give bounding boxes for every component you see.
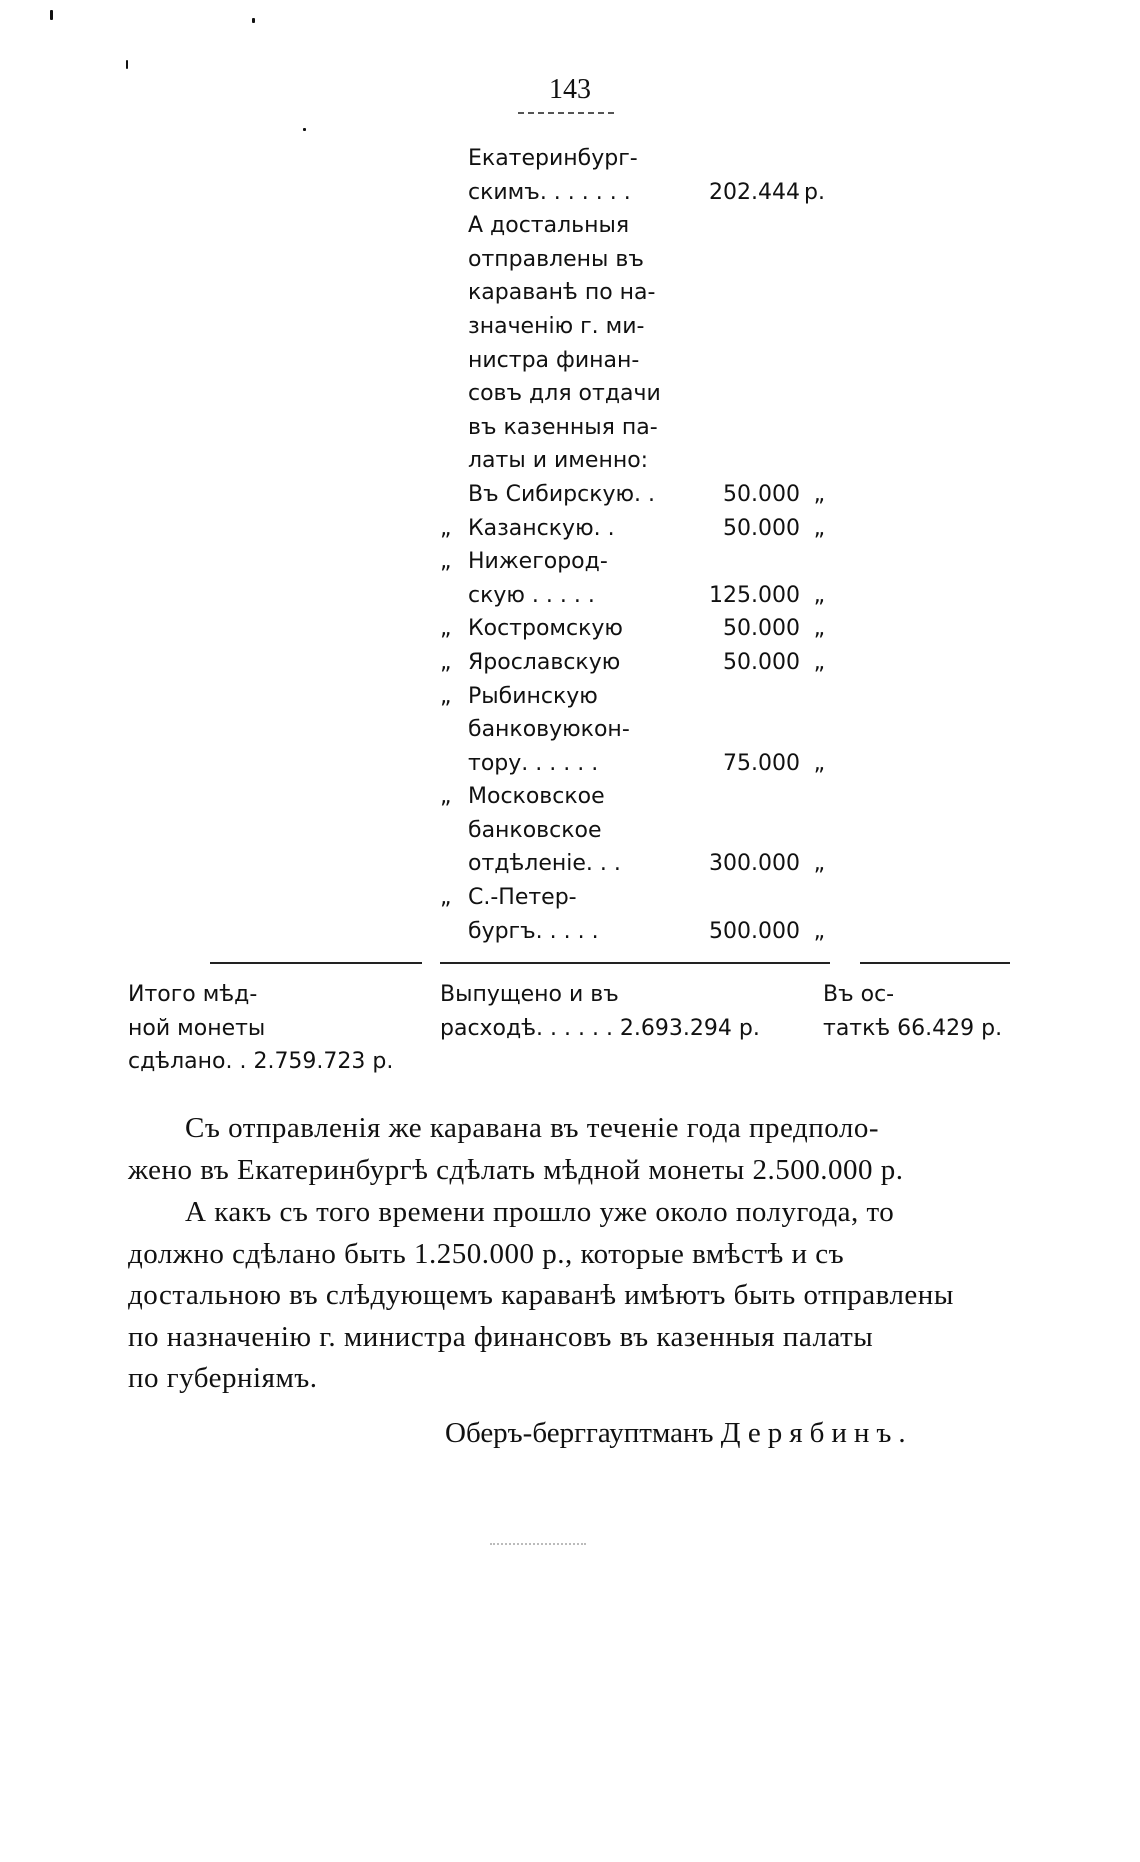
row-amount: 75.000 xyxy=(723,750,800,776)
row-quote-mark: „ xyxy=(440,784,452,810)
row-label: Въ Сибирскую. . xyxy=(468,481,656,507)
signature-title: Оберъ-берггауптманъ xyxy=(445,1417,714,1449)
list-row xyxy=(440,310,825,344)
row-label: отдѣленіе. . . xyxy=(468,851,621,877)
row-label: латы и именно: xyxy=(468,448,649,474)
paragraph-1 xyxy=(128,1108,1008,1191)
list-row xyxy=(440,243,825,277)
total-made-line: Итого мѣд- xyxy=(128,982,258,1007)
paragraph-2 xyxy=(128,1192,1008,1400)
scan-speck xyxy=(303,128,306,131)
row-quote-mark: „ xyxy=(440,649,452,675)
scan-speck xyxy=(252,18,255,23)
list-row xyxy=(440,344,825,378)
row-quote-mark: „ xyxy=(440,549,452,575)
list-row xyxy=(440,579,825,613)
total-rule-right xyxy=(860,962,1010,964)
paragraph-line: жено въ Екатеринбургѣ сдѣлать мѣдной монеты 2.500.000 р. xyxy=(128,1153,904,1186)
row-amount: 50.000 xyxy=(723,515,800,541)
total-spent-line: Выпущено и въ xyxy=(440,982,619,1007)
row-unit: „ xyxy=(813,515,825,541)
total-rule-left xyxy=(210,962,422,964)
row-label: банковуюкон- xyxy=(468,717,630,743)
list-row xyxy=(440,847,825,881)
row-unit: „ xyxy=(813,851,825,877)
scan-speck xyxy=(50,10,53,20)
total-made-line: сдѣлано. . 2.759.723 р. xyxy=(128,1049,394,1074)
total-rule-middle xyxy=(440,962,830,964)
scan-speck xyxy=(126,60,128,69)
row-label: значенію г. ми- xyxy=(468,313,645,339)
distribution-list xyxy=(440,142,825,948)
row-amount: 50.000 xyxy=(723,616,800,642)
row-label: банковское xyxy=(468,817,602,843)
row-label: отправлены въ xyxy=(468,246,644,272)
row-label: Ярославскую xyxy=(468,649,621,675)
paragraph-line: достальною въ слѣдующемъ караванѣ имѣютъ быть отправлены xyxy=(128,1279,954,1311)
list-row xyxy=(440,377,825,411)
row-label: тору. . . . . . xyxy=(468,750,599,776)
row-label: Екатеринбург- xyxy=(468,146,638,171)
list-row xyxy=(440,142,825,176)
row-label: А достальныя xyxy=(468,213,630,239)
list-row xyxy=(440,512,825,546)
row-unit: р. xyxy=(804,179,825,205)
list-row xyxy=(440,545,825,579)
row-amount: 125.000 xyxy=(709,582,800,608)
list-row xyxy=(440,478,825,512)
paragraph-line: должно сдѣлано быть 1.250.000 р., которые вмѣстѣ и съ xyxy=(128,1237,845,1270)
row-quote-mark: „ xyxy=(440,515,452,541)
paragraph-line: по губерніямъ. xyxy=(128,1362,318,1394)
list-row xyxy=(440,209,825,243)
signature-name: Дерябинъ. xyxy=(720,1417,913,1449)
row-label: Московское xyxy=(468,784,605,810)
row-quote-mark: „ xyxy=(440,683,452,709)
list-row xyxy=(440,915,825,949)
row-unit: „ xyxy=(813,616,825,642)
total-remain-line: таткѣ 66.429 р. xyxy=(823,1015,1003,1041)
row-unit: „ xyxy=(813,750,825,776)
total-remain-line: Въ ос- xyxy=(823,982,895,1007)
paragraph-line: по назначенію г. министра финансовъ въ казенныя палаты xyxy=(128,1320,874,1353)
list-row xyxy=(440,713,825,747)
list-row xyxy=(440,780,825,814)
list-row xyxy=(440,176,825,210)
list-row xyxy=(440,646,825,680)
row-amount: 50.000 xyxy=(723,481,800,507)
footer-dash xyxy=(490,1543,586,1545)
row-label: совъ для отдачи xyxy=(468,381,661,407)
row-label: нистра финан- xyxy=(468,347,640,373)
row-unit: „ xyxy=(813,481,825,507)
row-label: караванѣ по на- xyxy=(468,280,656,306)
row-quote-mark: „ xyxy=(440,616,452,642)
list-row xyxy=(440,881,825,915)
page-number-rule xyxy=(518,112,614,114)
row-amount: 202.444 xyxy=(709,179,800,205)
signature xyxy=(445,1417,913,1450)
list-row xyxy=(440,276,825,310)
row-label: Казанскую. . xyxy=(468,515,615,541)
row-quote-mark: „ xyxy=(440,885,452,911)
row-amount: 300.000 xyxy=(709,851,800,877)
row-label: скую . . . . . xyxy=(468,582,595,608)
total-made-line: ной монеты xyxy=(128,1015,266,1041)
row-label: С.-Петер- xyxy=(468,885,577,911)
list-row xyxy=(440,444,825,478)
row-label: скимъ. . . . . . . xyxy=(468,179,631,205)
row-label: Костромскую xyxy=(468,616,623,642)
row-unit: „ xyxy=(813,582,825,608)
list-row xyxy=(440,411,825,445)
total-spent-line: расходѣ. . . . . . 2.693.294 р. xyxy=(440,1015,760,1041)
row-label: бургъ. . . . . xyxy=(468,918,599,944)
row-unit: „ xyxy=(813,649,825,675)
paragraph-line: А какъ съ того времени прошло уже около полугода, то xyxy=(185,1196,895,1228)
row-amount: 500.000 xyxy=(709,918,800,944)
page-number: 143 xyxy=(549,74,591,105)
list-row xyxy=(440,747,825,781)
row-label: Рыбинскую xyxy=(468,683,598,709)
total-remain xyxy=(823,978,1002,1045)
row-label: Нижегород- xyxy=(468,549,608,575)
list-row xyxy=(440,680,825,714)
list-row xyxy=(440,612,825,646)
row-amount: 50.000 xyxy=(723,649,800,675)
total-made xyxy=(128,978,393,1079)
total-spent xyxy=(440,978,760,1045)
list-row xyxy=(440,814,825,848)
row-unit: „ xyxy=(813,918,825,944)
row-label: въ казенныя па- xyxy=(468,414,658,440)
paragraph-line: Съ отправленія же каравана въ теченіе года предполо- xyxy=(185,1112,880,1144)
